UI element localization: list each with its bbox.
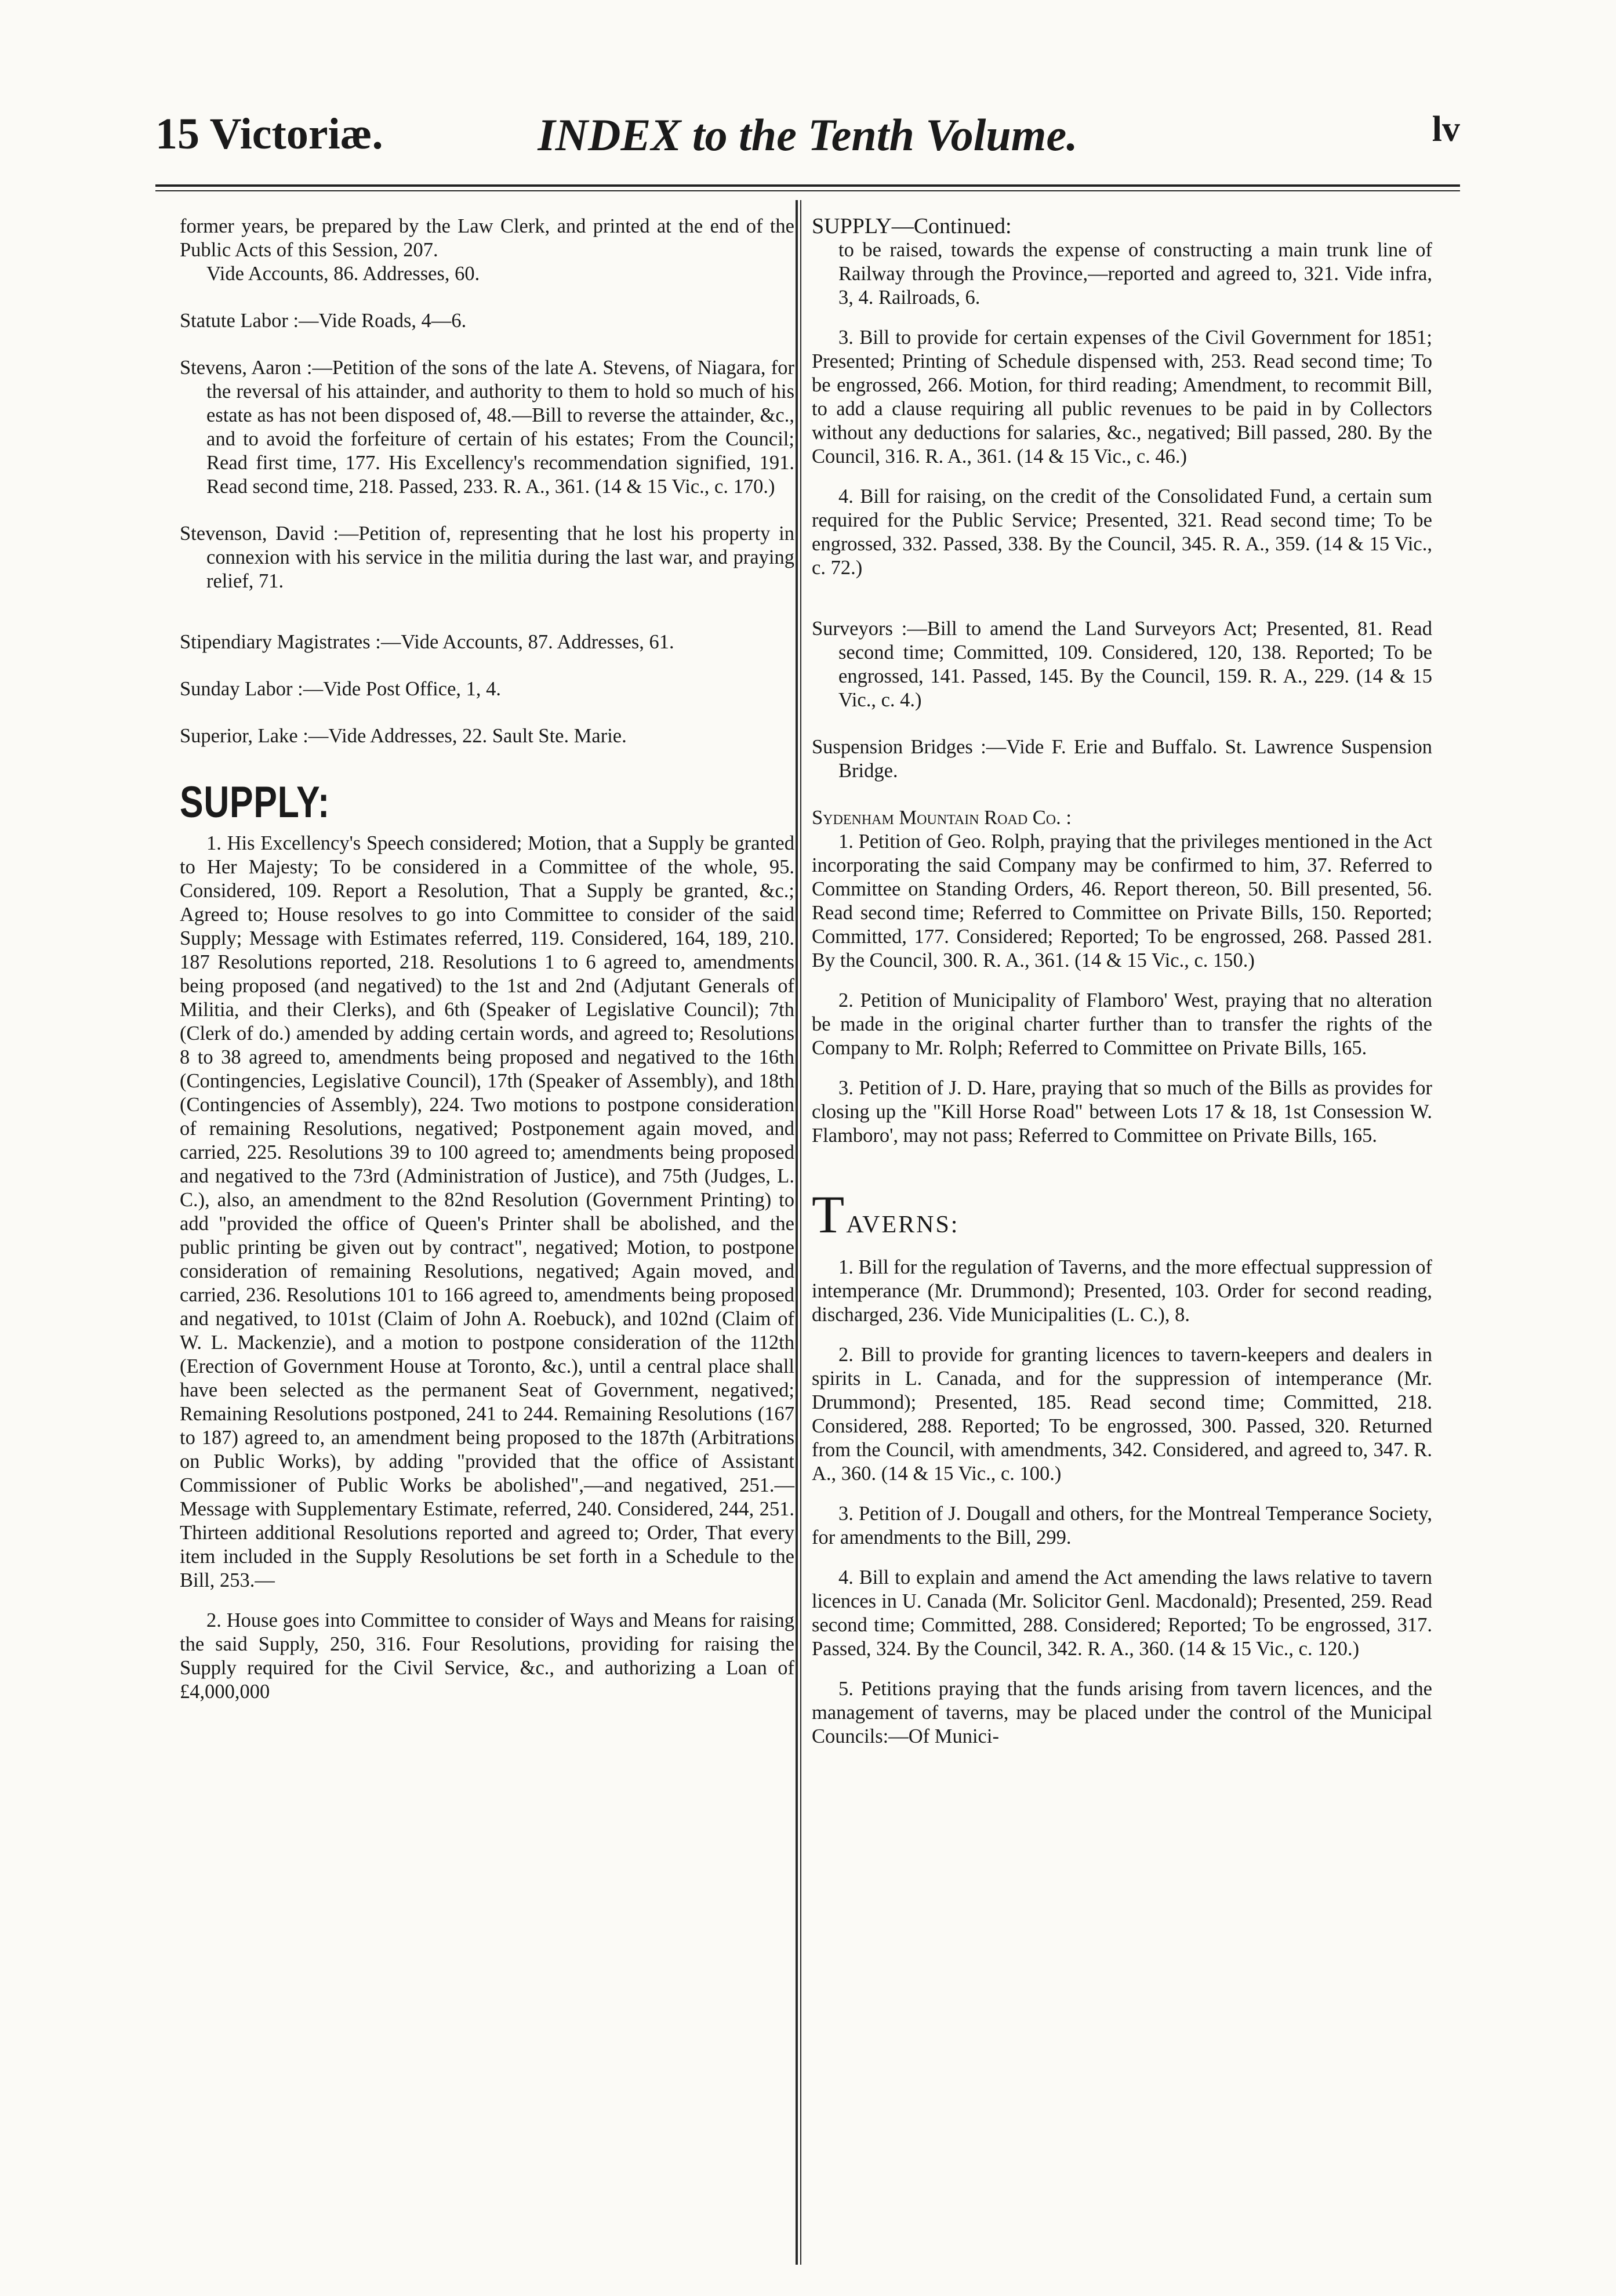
taverns-item-4: 4. Bill to explain and amend the Act amending the laws relative to tavern licences in U. Canada (Mr. Solicitor Genl. Macdonald); Presented, 259. Read second time; Committed, 288. Considered; Reported; To be engrossed, 317. Passed, 324. By the Council, 342. R. A., 360. (14 & 15 Vic., c. 120.) (812, 1566, 1432, 1660)
supply-item-4: 4. Bill for raising, on the credit of the Consolidated Fund, a certain sum required for the Public Service; Presented, 321. Read second time; To be engrossed, 332. Passed, 338. By the Council, 345. R. A., 359. (14 & 15 Vic., c. 72.) (812, 485, 1432, 579)
sydenham-item-3: 3. Petition of J. D. Hare, praying that so much of the Bills as provides for closing up the "Kill Horse Road" between Lots 17 & 18, 1st Consession W. Flamboro', may not pass; Referred to Committee on Private Bills, 165. (812, 1077, 1432, 1147)
section-heading-supply: SUPPLY: (180, 778, 331, 827)
taverns-initial: T (812, 1185, 847, 1244)
entry-surveyors: Surveyors :—Bill to amend the Land Surveyors Act; Presented, 81. Read second time; Committed, 109. Considered, 120, 138. Reported; To be engrossed, 141. Passed, 145. By the Council, 159. R. A., 229. (14 & 15 Vic., c. 4.) (812, 618, 1432, 711)
sydenham-item-1: 1. Petition of Geo. Rolph, praying that the privileges mentioned in the Act incorporating the said Company may be confirmed to him, 37. Referred to Committee on Standing Orders, 46. Report thereon, 50. Bill presented, 56. Read second time; Referred to Committee on Private Bills, 150. Reported; Committed, 177. Considered; Reported; To be engrossed, 268. Passed 281. By the Council, 300. R. A., 361. (14 & 15 Vic., c. 150.) (812, 830, 1432, 971)
entry-sunday-labor: Sunday Labor :—Vide Post Office, 1, 4. (180, 678, 502, 700)
right-column (812, 215, 1432, 1749)
entry-stevens-aaron: Stevens, Aaron :—Petition of the sons of the late A. Stevens, of Niagara, for the reversal of his attainder, and authority to them to hold so much of his estate as has not been disposed of, 48.—Bill to reverse the attainder, &c., and to avoid the forfeiture of certain of his estates; From the Council; Read first time, 177. His Excellency's recommendation signified, 191. Read second time, 218. Passed, 233. R. A., 361. (14 & 15 Vic., c. 170.) (180, 357, 794, 498)
taverns-item-3: 3. Petition of J. Dougall and others, for the Montreal Temperance Society, for amendments to the Bill, 299. (812, 1503, 1432, 1548)
column-divider-thin (800, 200, 801, 2265)
page-header (155, 109, 1460, 173)
sydenham-heading: Sydenham Mountain Road Co. : (812, 807, 1072, 829)
continued-text: to be raised, towards the expense of constructing a main trunk line of Railway through the Province,—reported and agreed to, 321. Vide infra, 3, 4. Railroads, 6. (838, 239, 1432, 309)
entry-stevenson-david: Stevenson, David :—Petition of, representing that he lost his property in connexion with his service in the militia during the last war, and praying relief, 71. (180, 523, 794, 592)
page-number: lv (1432, 110, 1460, 149)
entry-stipendiary-magistrates: Stipendiary Magistrates :—Vide Accounts, 87. Addresses, 61. (180, 631, 674, 653)
column-divider (796, 200, 798, 2265)
section-heading-taverns (812, 1185, 1432, 1251)
supply-item-1: 1. His Excellency's Speech considered; Motion, that a Supply be granted to Her Majesty; To be considered in a Committee of the whole, 95. Considered, 109. Report a Resolution, That a Supply be granted, &c.; Agreed to; House resolves to go into Committee to consider of the said Supply; Message with Estimates referred, 119. Considered, 164, 189, 210. 187 Resolutions reported, 218. Resolutions 1 to 6 agreed to, amendments being proposed (and negatived) to the 1st and 2nd (Adjutant Generals of Militia, and their Clerks), and 6th (Speaker of Legislative Council); 7th (Clerk of do.) amended by adding certain words, and agreed to; Resolutions 8 to 38 agreed to, amendments being proposed and negatived to the 16th (Contingencies, Legislative Council), 17th (Speaker of Assembly), and 18th (Contingencies of Assembly), 224. Two motions to postpone consideration of remaining Resolutions, negatived; Postponement again moved, and carried, 225. Resolutions 39 to 100 agreed to; amendments being proposed and negatived to the 73rd (Administration of Justice), and 75th (Judges, L. C.), also, an amendment to the 82nd Resolution (Government Printing) to add "provided the office of Queen's Printer shall be abolished, and the public printing be given out by contract", negatived; Motion, to postpone consideration of remaining Resolutions, negatived; Again moved, and carried, 236. Resolutions 101 to 166 agreed to, amendments being proposed and negatived, to 101st (Claim of John A. Roebuck), and 102nd (Claim of W. L. Mackenzie), and a motion to postpone consideration of the 112th (Erection of Government House at Toronto, &c.), until a central place shall have been selected as the permanent Seat of Government, negatived; Remaining Resolutions postponed, 241 to 244. Remaining Resolutions (167 to 187) agreed to, an amendment being proposed to the 187th (Arbitrations on Public Works), by adding "provided that the office of Assistant Commissioner of Public Works be abolished",—and negatived, 251.—Message with Supplementary Estimate, referred, 240. Considered, 244, 251. Thirteen additional Resolutions reported and agreed to; Order, That every item included in the Supply Resolutions be set forth in a Schedule to the Bill, 253.— (180, 832, 794, 1591)
taverns-item-2: 2. Bill to provide for granting licences to tavern-keepers and dealers in spirits in L. Canada, and for the suppression of intemperance (Mr. Drummond); Presented, 185. Read second time; Committed, 218. Considered, 288. Reported; To be engrossed, 300. Passed, 320. Returned from the Council, with amendments, 342. Considered, and agreed to, 347. R. A., 360. (14 & 15 Vic., c. 100.) (812, 1344, 1432, 1485)
left-column (180, 215, 794, 1704)
sydenham-item-2: 2. Petition of Municipality of Flamboro' West, praying that no alteration be made in the original charter further than to transfer the rights of the Company to Mr. Rolph; Referred to Committee on Private Bills, 165. (812, 989, 1432, 1059)
header-rule (155, 184, 1460, 187)
entry-suspension-bridges: Suspension Bridges :—Vide F. Erie and Buffalo. St. Lawrence Suspension Bridge. (812, 736, 1432, 782)
header-title: INDEX to the Tenth Volume. (538, 110, 1078, 160)
vide-reference: Vide Accounts, 86. Addresses, 60. (206, 263, 480, 285)
header-left: 15 Victoriæ. (155, 110, 383, 158)
taverns-item-5: 5. Petitions praying that the funds arising from tavern licences, and the management of taverns, may be placed under the control of the Municipal Councils:—Of Munici- (812, 1678, 1432, 1747)
entry-superior-lake: Superior, Lake :—Vide Addresses, 22. Sault Ste. Marie. (180, 725, 627, 747)
header-rule-thin (155, 190, 1460, 191)
continued-entry: former years, be prepared by the Law Clerk, and printed at the end of the Public Acts of this Session, 207. (180, 215, 794, 261)
taverns-heading-rest: AVERNS: (846, 1212, 960, 1238)
entry-statute-labor: Statute Labor :—Vide Roads, 4—6. (180, 310, 467, 332)
continued-heading: SUPPLY—Continued: (812, 214, 1012, 238)
taverns-item-1: 1. Bill for the regulation of Taverns, and the more effectual suppression of intemperance (Mr. Drummond); Presented, 103. Order for second reading, discharged, 236. Vide Municipalities (L. C.), 8. (812, 1256, 1432, 1326)
supply-item-2: 2. House goes into Committee to consider of Ways and Means for raising the said Supply, 250, 316. Four Resolutions, providing for raising the Supply required for the Civil Service, &c., and authorizing a Loan of £4,000,000 (180, 1609, 794, 1703)
supply-item-3: 3. Bill to provide for certain expenses of the Civil Government for 1851; Presented; Printing of Schedule dispensed with, 253. Read second time; To be engrossed, 266. Motion, for third reading; Amendment, to recommit Bill, to add a clause requiring all public revenues to be paid in by Collectors without any deductions for salaries, &c., negatived; Bill passed, 280. By the Council, 316. R. A., 361. (14 & 15 Vic., c. 46.) (812, 327, 1432, 467)
